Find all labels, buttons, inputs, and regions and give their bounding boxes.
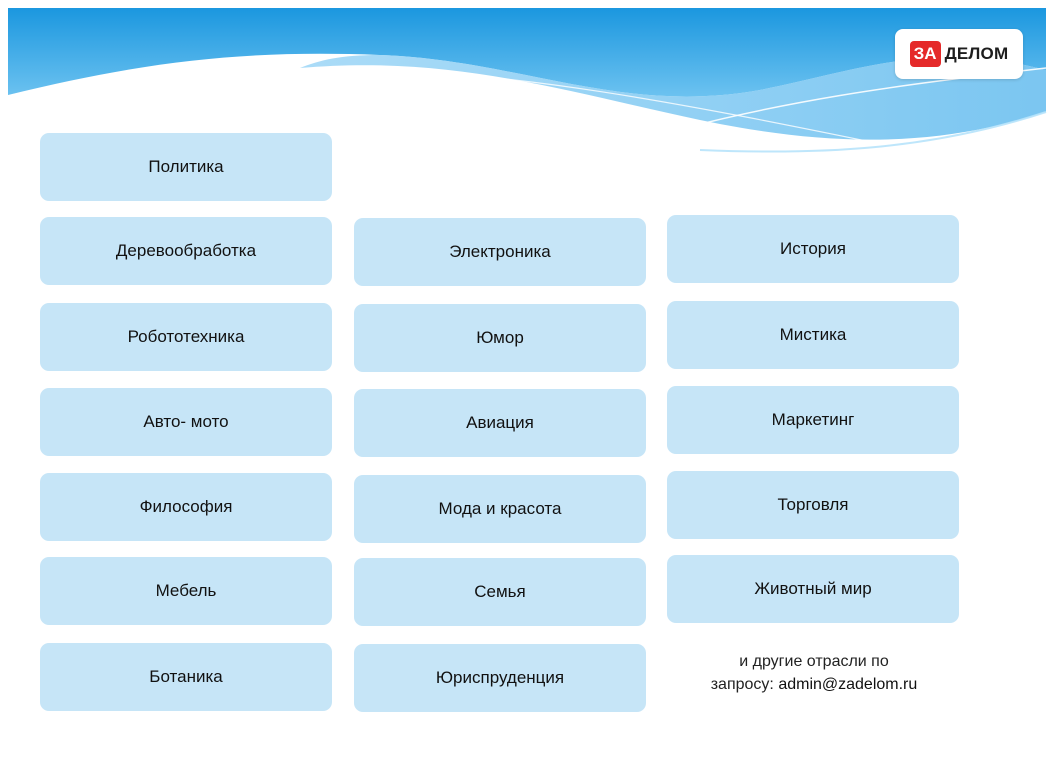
tile-family[interactable]: Семья [354,558,646,626]
logo-badge: ЗА [910,41,941,67]
footer-line1: и другие отрасли по [739,653,889,670]
tile-mysticism[interactable]: Мистика [667,301,959,369]
tile-robotics[interactable]: Робототехника [40,303,332,371]
tile-marketing[interactable]: Маркетинг [667,386,959,454]
tile-auto-moto[interactable]: Авто- мото [40,388,332,456]
footer-line2 [676,673,952,696]
tile-humor[interactable]: Юмор [354,304,646,372]
tile-electronics[interactable]: Электроника [354,218,646,286]
tile-furniture[interactable]: Мебель [40,557,332,625]
contact-email-link[interactable]: admin@zadelom.ru [778,676,918,693]
tile-history[interactable]: История [667,215,959,283]
tile-trade[interactable]: Торговля [667,471,959,539]
footer-line2-prefix: запросу: [710,676,779,693]
tile-botany[interactable]: Ботаника [40,643,332,711]
footer-note [676,650,952,696]
tile-politics[interactable]: Политика [40,133,332,201]
tile-animal-world[interactable]: Животный мир [667,555,959,623]
tile-aviation[interactable]: Авиация [354,389,646,457]
tile-law[interactable]: Юриспруденция [354,644,646,712]
tile-fashion-beauty[interactable]: Мода и красота [354,475,646,543]
logo-text: ДЕЛОМ [944,44,1009,63]
tile-woodworking[interactable]: Деревообработка [40,217,332,285]
tile-philosophy[interactable]: Философия [40,473,332,541]
zadelom-logo [895,29,1023,79]
